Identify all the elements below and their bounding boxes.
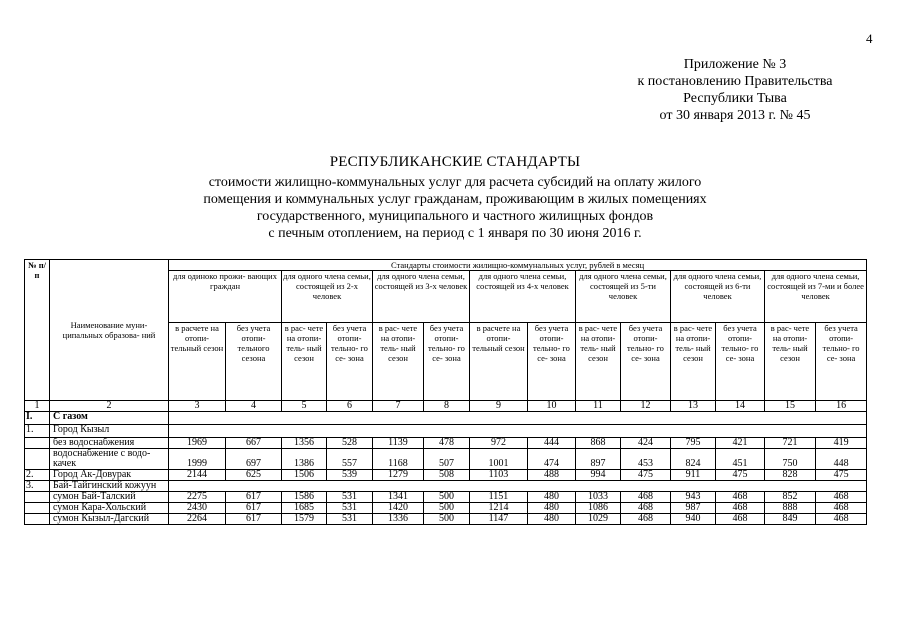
section-empty <box>169 412 867 425</box>
group-label: Город Кызыл <box>50 425 169 438</box>
row-number <box>25 503 50 514</box>
value-cell: 1147 <box>470 514 528 525</box>
value-cell: 475 <box>716 470 765 481</box>
column-number-cell: 7 <box>373 401 424 412</box>
document-title <box>110 154 800 242</box>
value-cell: 531 <box>327 503 373 514</box>
subheader-cell: в рас- чете на отопи- тель- ный сезон <box>282 323 327 401</box>
group-header: для одного члена семьи, состоящей из 6-ти человек <box>671 271 765 323</box>
title-main: РЕСПУБЛИКАНСКИЕ СТАНДАРТЫ <box>329 154 581 170</box>
value-cell: 531 <box>327 514 373 525</box>
value-cell: 1214 <box>470 503 528 514</box>
value-cell: 500 <box>424 503 470 514</box>
group-header: для одного члена семьи, состоящей из 5-ти человек <box>576 271 671 323</box>
value-cell: 528 <box>327 438 373 449</box>
value-cell: 1151 <box>470 492 528 503</box>
column-number-cell: 12 <box>621 401 671 412</box>
value-cell: 987 <box>671 503 716 514</box>
value-cell: 480 <box>528 503 576 514</box>
value-cell: 1336 <box>373 514 424 525</box>
value-cell: 795 <box>671 438 716 449</box>
value-cell: 500 <box>424 492 470 503</box>
row-name: Город Ак-Довурак <box>50 470 169 481</box>
value-cell: 1506 <box>282 470 327 481</box>
row-name: сумон Бай-Талский <box>50 492 169 503</box>
section-label: С газом <box>50 412 169 425</box>
value-cell: 1279 <box>373 470 424 481</box>
section-row <box>25 412 867 425</box>
subheader-cell: в расчете на отопи- тельный сезон <box>470 323 528 401</box>
row-name: сумон Кара-Хольский <box>50 503 169 514</box>
value-cell: 1029 <box>576 514 621 525</box>
group-row <box>25 425 867 438</box>
row-name: сумон Кызыл-Дагский <box>50 514 169 525</box>
column-number-cell: 2 <box>50 401 169 412</box>
value-cell: 419 <box>816 438 867 449</box>
group-label: Бай-Тайгинский кожуун <box>50 481 169 492</box>
standards-table <box>24 259 867 525</box>
value-cell: 2430 <box>169 503 226 514</box>
value-cell: 888 <box>765 503 816 514</box>
value-cell: 480 <box>528 492 576 503</box>
page-number: 4 <box>866 31 873 46</box>
annex-line: Приложение № 3 <box>683 57 787 72</box>
group-header: для одного члена семьи, состоящей из 4-х человек <box>470 271 576 323</box>
group-header: для одиноко прожи- вающих граждан <box>169 271 282 323</box>
value-cell: 444 <box>528 438 576 449</box>
value-cell: 1001 <box>470 449 528 470</box>
row-number: 3. <box>25 481 50 492</box>
column-number-cell: 5 <box>282 401 327 412</box>
subheader-cell: без учета отопи- тельно- го се- зона <box>816 323 867 401</box>
value-cell: 1139 <box>373 438 424 449</box>
value-cell: 828 <box>765 470 816 481</box>
subheader-cell: в рас- чете на отопи- тель- ный сезон <box>576 323 621 401</box>
value-cell: 448 <box>816 449 867 470</box>
value-cell: 667 <box>226 438 282 449</box>
value-cell: 468 <box>621 492 671 503</box>
value-cell: 475 <box>816 470 867 481</box>
value-cell: 1969 <box>169 438 226 449</box>
value-cell: 468 <box>816 503 867 514</box>
value-cell: 1420 <box>373 503 424 514</box>
value-cell: 824 <box>671 449 716 470</box>
value-cell: 868 <box>576 438 621 449</box>
table-row <box>25 514 867 525</box>
title-line: помещения и коммунальных услуг гражданам, проживающим в жилых помещениях <box>203 192 707 207</box>
value-cell: 617 <box>226 503 282 514</box>
group-header: для одного члена семьи, состоящей из 7-ми и более человек <box>765 271 867 323</box>
value-cell: 849 <box>765 514 816 525</box>
value-cell: 1386 <box>282 449 327 470</box>
column-number-cell: 3 <box>169 401 226 412</box>
row-number: 1. <box>25 425 50 438</box>
subheader-cell: без учета отопи- тельного сезона <box>226 323 282 401</box>
annex-line: к постановлению Правительства <box>637 74 833 89</box>
row-number <box>25 514 50 525</box>
column-number-cell: 11 <box>576 401 621 412</box>
value-cell: 1586 <box>282 492 327 503</box>
column-number-row <box>25 401 867 412</box>
column-number-cell: 1 <box>25 401 50 412</box>
value-cell: 721 <box>765 438 816 449</box>
row-number <box>25 492 50 503</box>
title-line: с печным отоплением, на период с 1 января по 30 июня 2016 г. <box>268 226 642 241</box>
column-number-cell: 6 <box>327 401 373 412</box>
value-cell: 852 <box>765 492 816 503</box>
value-cell: 2144 <box>169 470 226 481</box>
value-cell: 617 <box>226 492 282 503</box>
value-cell: 468 <box>716 503 765 514</box>
row-number <box>25 449 50 470</box>
group-row <box>25 481 867 492</box>
column-number-cell: 15 <box>765 401 816 412</box>
value-cell: 468 <box>621 514 671 525</box>
value-cell: 539 <box>327 470 373 481</box>
table-row <box>25 492 867 503</box>
table-row <box>25 470 867 481</box>
value-cell: 940 <box>671 514 716 525</box>
value-cell: 468 <box>816 492 867 503</box>
column-number-cell: 14 <box>716 401 765 412</box>
value-cell: 453 <box>621 449 671 470</box>
value-cell: 1086 <box>576 503 621 514</box>
column-number-cell: 13 <box>671 401 716 412</box>
table-row <box>25 503 867 514</box>
value-cell: 478 <box>424 438 470 449</box>
value-cell: 508 <box>424 470 470 481</box>
value-cell: 424 <box>621 438 671 449</box>
value-cell: 897 <box>576 449 621 470</box>
subheader-cell: без учета отопи- тельно- го се- зона <box>327 323 373 401</box>
value-cell: 468 <box>716 514 765 525</box>
value-cell: 1579 <box>282 514 327 525</box>
row-number: 2. <box>25 470 50 481</box>
value-cell: 1103 <box>470 470 528 481</box>
value-cell: 1033 <box>576 492 621 503</box>
column-number-cell: 9 <box>470 401 528 412</box>
subheader-cell: без учета отопи- тельно- го се- зона <box>716 323 765 401</box>
value-cell: 507 <box>424 449 470 470</box>
value-cell: 1341 <box>373 492 424 503</box>
value-cell: 451 <box>716 449 765 470</box>
value-cell: 1999 <box>169 449 226 470</box>
value-cell: 1168 <box>373 449 424 470</box>
value-cell: 943 <box>671 492 716 503</box>
value-cell: 2264 <box>169 514 226 525</box>
value-cell: 500 <box>424 514 470 525</box>
title-line: стоимости жилищно-коммунальных услуг для расчета субсидий на оплату жилого <box>208 175 702 190</box>
value-cell: 697 <box>226 449 282 470</box>
value-cell: 972 <box>470 438 528 449</box>
row-name: без водоснабжения <box>50 438 169 449</box>
group-empty <box>169 425 867 438</box>
subheader-cell: без учета отопи- тельно- го се- зона <box>621 323 671 401</box>
standards-header: Стандарты стоимости жилищно-коммунальных услуг, рублей в месяц <box>169 260 867 271</box>
value-cell: 911 <box>671 470 716 481</box>
subheader-cell: без учета отопи- тельно- го се- зона <box>528 323 576 401</box>
value-cell: 468 <box>621 503 671 514</box>
value-cell: 625 <box>226 470 282 481</box>
col-number-header: № п/п <box>25 260 50 401</box>
value-cell: 531 <box>327 492 373 503</box>
value-cell: 557 <box>327 449 373 470</box>
subheader-cell: в рас- чете на отопи- тель- ный сезон <box>765 323 816 401</box>
value-cell: 617 <box>226 514 282 525</box>
group-header: для одного члена семьи, состоящей из 2-х человек <box>282 271 373 323</box>
value-cell: 475 <box>621 470 671 481</box>
value-cell: 488 <box>528 470 576 481</box>
col-name-header: Наименование муни- ципальных образова- ний <box>50 260 169 401</box>
group-empty <box>169 481 867 492</box>
group-header: для одного члена семьи, состоящей из 3-х человек <box>373 271 470 323</box>
column-number-cell: 4 <box>226 401 282 412</box>
table-row <box>25 438 867 449</box>
column-number-cell: 16 <box>816 401 867 412</box>
value-cell: 468 <box>816 514 867 525</box>
column-number-cell: 8 <box>424 401 470 412</box>
subheader-cell: в расчете на отопи- тельный сезон <box>169 323 226 401</box>
value-cell: 474 <box>528 449 576 470</box>
annex-line: Республики Тыва <box>683 91 787 106</box>
value-cell: 480 <box>528 514 576 525</box>
title-line: государственного, муниципального и частного жилищных фондов <box>256 209 654 224</box>
subheader-cell: в рас- чете на отопи- тель- ный сезон <box>373 323 424 401</box>
value-cell: 1685 <box>282 503 327 514</box>
value-cell: 750 <box>765 449 816 470</box>
value-cell: 2275 <box>169 492 226 503</box>
value-cell: 994 <box>576 470 621 481</box>
value-cell: 468 <box>716 492 765 503</box>
row-name: водоснабжение с водо- качек <box>50 449 169 470</box>
value-cell: 421 <box>716 438 765 449</box>
row-number <box>25 438 50 449</box>
annex-block <box>620 56 850 124</box>
subheader-cell: в рас- чете на отопи- тель- ный сезон <box>671 323 716 401</box>
column-number-cell: 10 <box>528 401 576 412</box>
annex-line: от 30 января 2013 г. № 45 <box>659 108 811 123</box>
subheader-cell: без учета отопи- тельно- го се- зона <box>424 323 470 401</box>
table-row <box>25 449 867 470</box>
section-number: I. <box>25 412 50 425</box>
value-cell: 1356 <box>282 438 327 449</box>
